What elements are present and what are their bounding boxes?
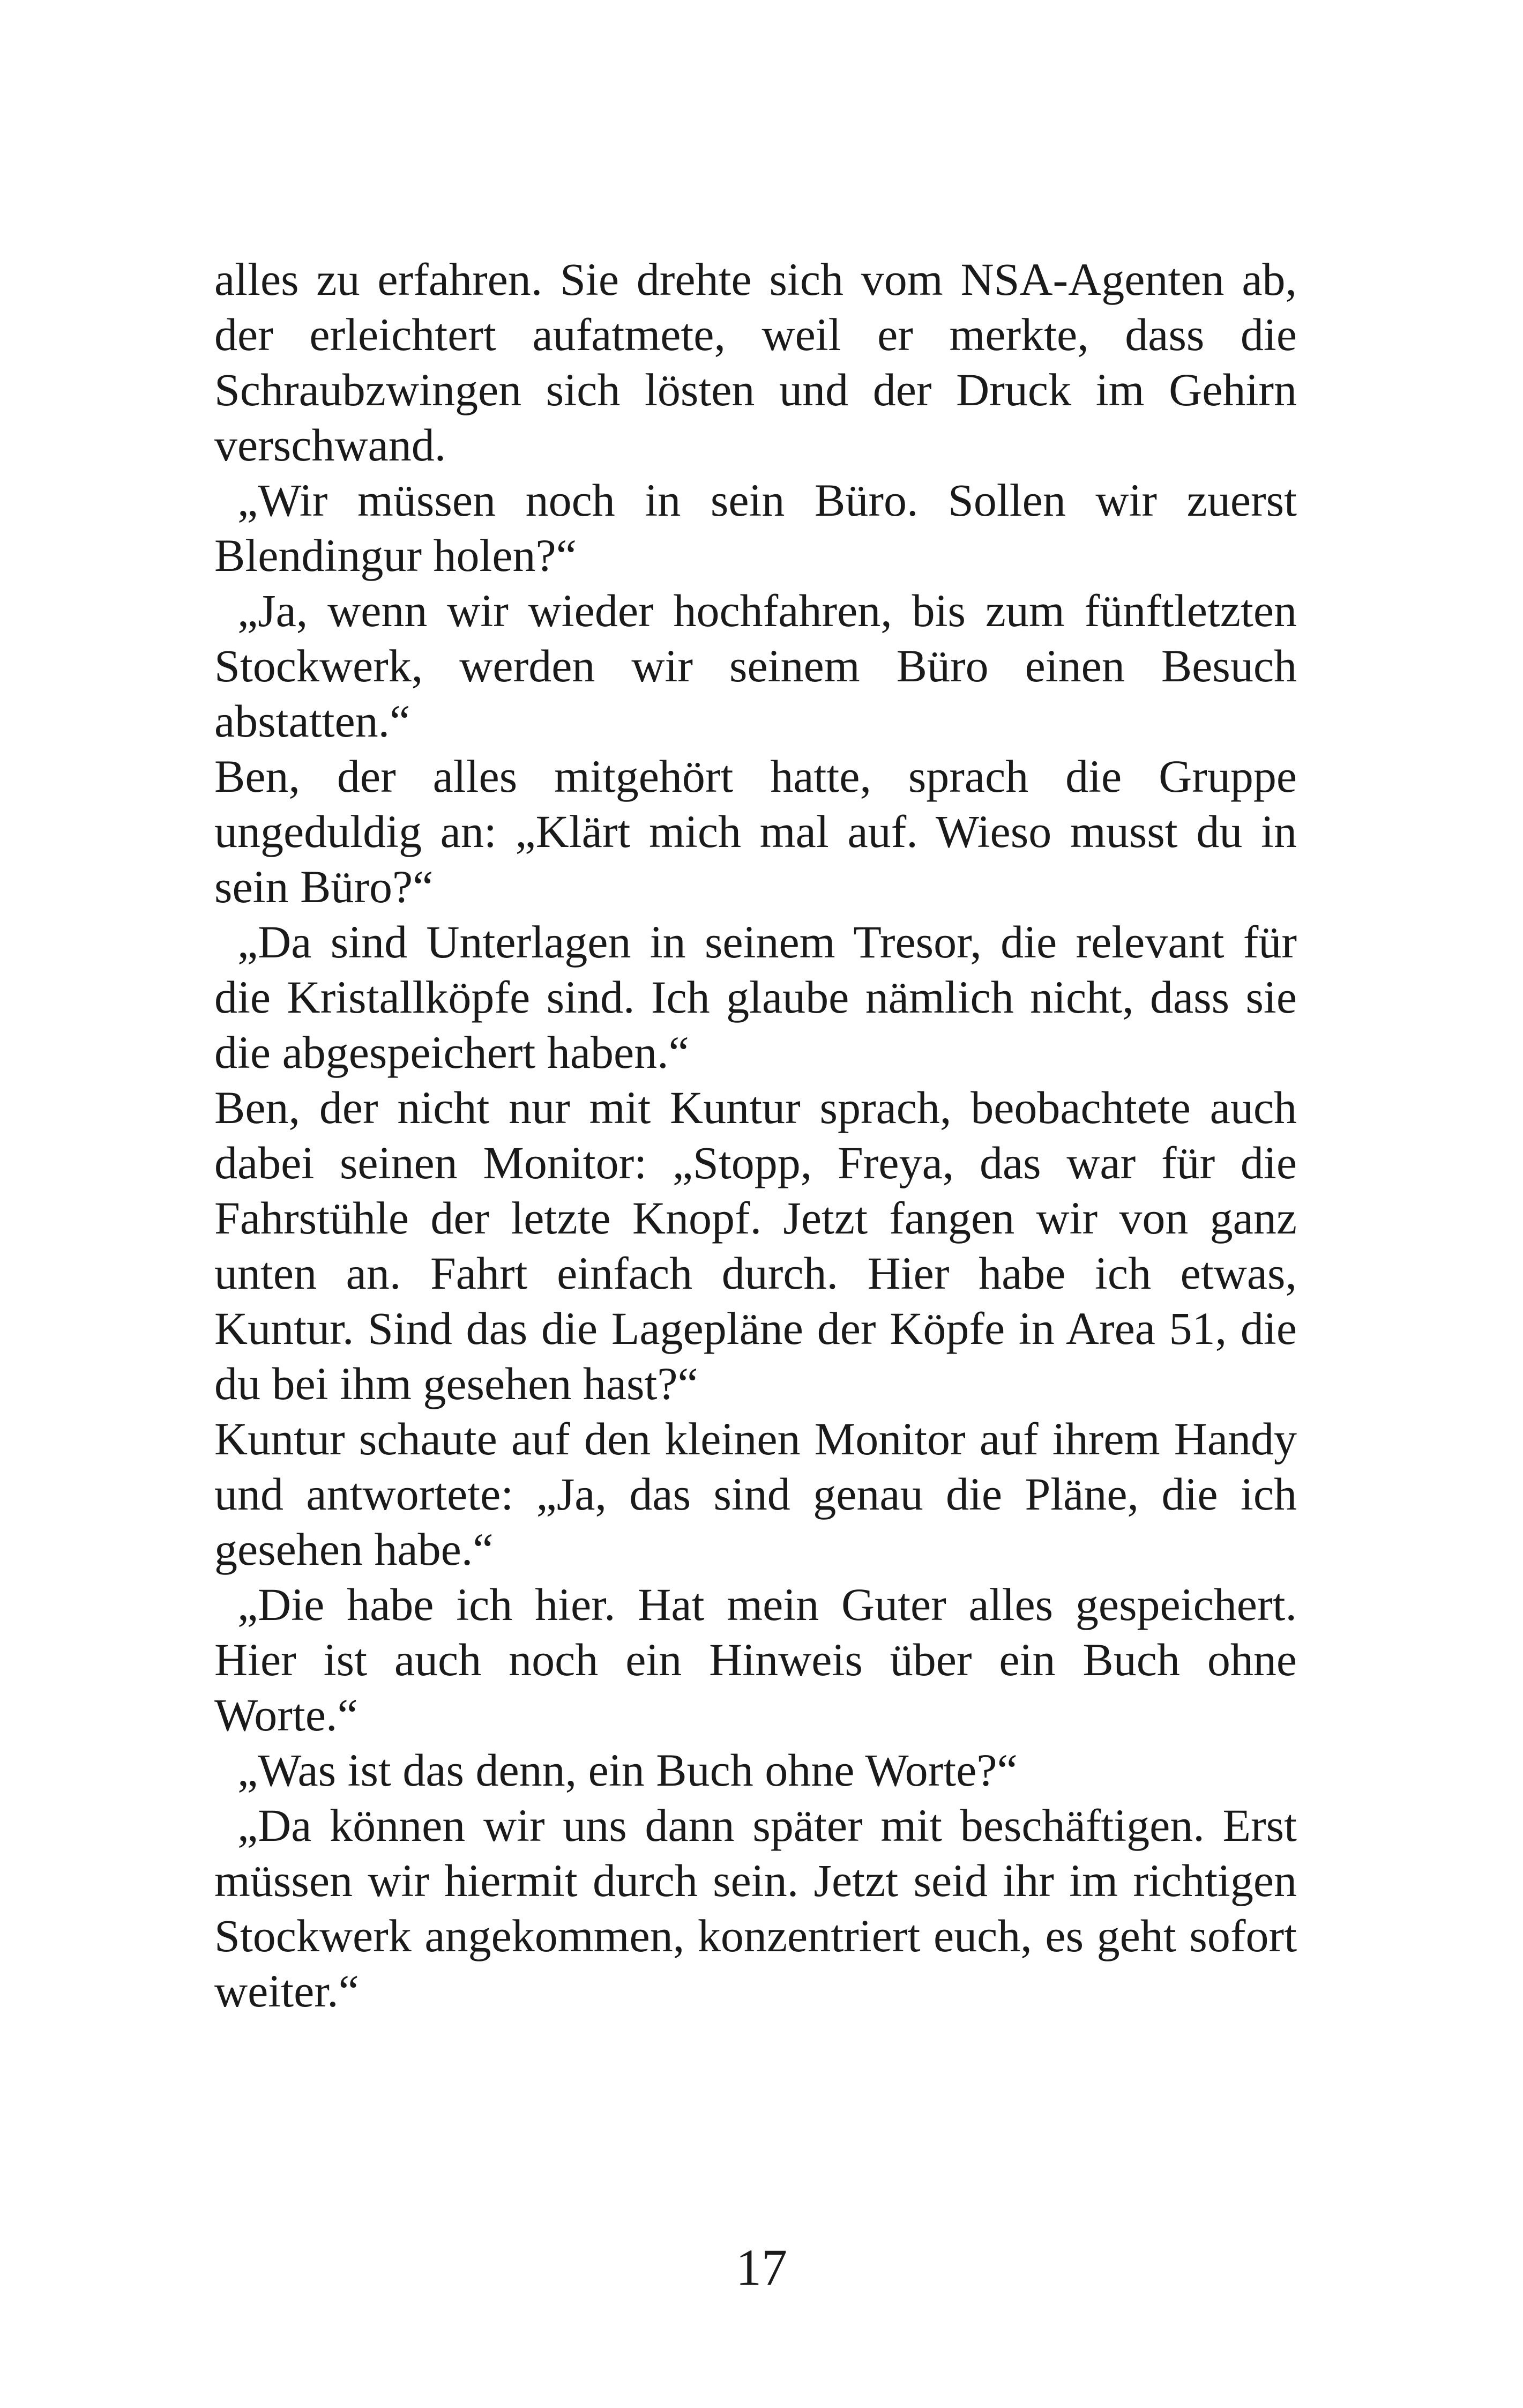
paragraph-2: „Wir müssen noch in sein Büro. Sollen wir zuerst Blendingur holen?“ — [214, 474, 1297, 581]
paragraph-4: Ben, der alles mitgehört hatte, sprach die Gruppe ungeduldig an: „Klärt mich mal auf. Wieso musst du in sein Büro?“ — [214, 750, 1297, 912]
paragraph-8: „Die habe ich hier. Hat mein Guter alles gespeichert. Hier ist auch noch ein Hinweis über ein Buch ohne Worte.“ — [214, 1579, 1297, 1741]
paragraph-9: „Was ist das denn, ein Buch ohne Worte?“ — [237, 1744, 1018, 1796]
paragraph-5: „Da sind Unterlagen in seinem Tresor, die relevant für die Kristallköpfe sind. Ich glaube nämlich nicht, dass sie die abgespeichert haben.“ — [214, 916, 1297, 1078]
paragraph-1: alles zu erfahren. Sie drehte sich vom NSA-Agenten ab, der erleichtert aufatmete, weil er merkte, dass die Schraubzwingen sich lösten und der Druck im Gehirn verschwand. — [214, 254, 1297, 471]
paragraph-10: „Da können wir uns dann später mit beschäftigen. Erst müssen wir hiermit durch sein. Jetzt seid ihr im richtigen Stockwerk angekommen, konzentriert euch, es geht sofort weiter.“ — [214, 1800, 1297, 2017]
paragraph-3: „Ja, wenn wir wieder hochfahren, bis zum fünftletzten Stockwerk, werden wir seinem Büro einen Besuch abstatten.“ — [214, 585, 1297, 747]
page-number: 17 — [736, 2239, 787, 2296]
paragraph-6: Ben, der nicht nur mit Kuntur sprach, beobachtete auch dabei seinen Monitor: „Stopp, Freya, das war für die Fahrstühle der letzte Knopf. Jetzt fangen wir von ganz unten an. Fahrt einfach durch. Hier habe ich etwas, Kuntur. Sind das die Lagepläne der Köpfe in Area 51, die du bei ihm gesehen hast?“ — [214, 1082, 1297, 1409]
paragraph-7: Kuntur schaute auf den kleinen Monitor auf ihrem Handy und antwortete: „Ja, das sind genau die Pläne, die ich gesehen habe.“ — [214, 1413, 1297, 1575]
body-text — [214, 252, 1297, 2019]
